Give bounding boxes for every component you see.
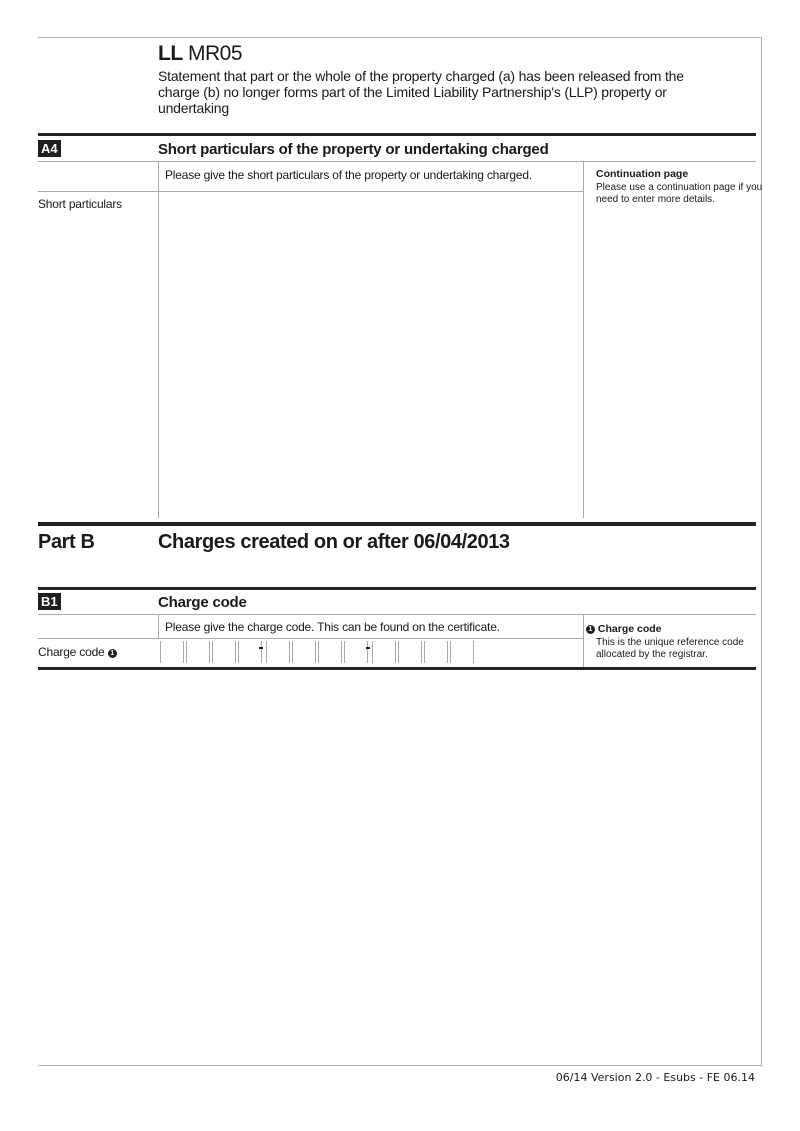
section-a4-title-divider <box>38 161 756 162</box>
section-b1-title: Charge code <box>158 594 247 611</box>
charge-code-box[interactable] <box>292 641 316 663</box>
section-b1-hint: Please give the charge code. This can be found on the certificate. <box>165 620 500 634</box>
charge-code-note-text: This is the unique reference code allocated by the registrar. <box>596 637 744 660</box>
continuation-note-text: Please use a continuation page if you need to enter more details. <box>596 182 763 205</box>
charge-code-box[interactable] <box>318 641 342 663</box>
charge-code-box[interactable] <box>186 641 210 663</box>
info-number-icon: 1 <box>108 649 117 658</box>
b1-hint-box-left <box>158 615 159 639</box>
charge-code-note-title-text: Charge code <box>597 623 662 635</box>
charge-code-box[interactable] <box>212 641 236 663</box>
section-a4-hint: Please give the short particulars of the property or undertaking charged. <box>165 168 532 182</box>
form-prefix: LL <box>158 42 183 65</box>
section-b1-bottom-rule <box>38 667 756 670</box>
charge-code-box[interactable] <box>372 641 396 663</box>
short-particulars-label: Short particulars <box>38 197 122 211</box>
footer-version: 06/14 Version 2.0 - Esubs - FE 06.14 <box>555 1071 755 1084</box>
page-frame-bottom <box>38 1065 762 1066</box>
side-note-divider-b1 <box>583 615 584 667</box>
part-b-label: Part B <box>38 531 95 553</box>
charge-code-box[interactable] <box>424 641 448 663</box>
info-number-icon: 1 <box>586 625 595 634</box>
form-description: Statement that part or the whole of the property charged (a) has been released from the charge (b) no longer forms part of the Limited Liability Partnership's (LLP) property or undertaking <box>158 68 684 116</box>
form-code <box>158 42 242 66</box>
charge-code-box[interactable] <box>344 641 368 663</box>
section-a4-rule <box>38 133 756 136</box>
form-number: MR05 <box>188 42 243 65</box>
charge-code-box[interactable] <box>238 641 262 663</box>
page-frame-top <box>38 37 762 38</box>
section-a4-title: Short particulars of the property or undertaking charged <box>158 141 549 158</box>
section-b1-badge: B1 <box>38 593 61 610</box>
charge-code-dash <box>366 647 370 649</box>
charge-code-box[interactable] <box>160 641 184 663</box>
part-b-title: Charges created on or after 06/04/2013 <box>158 531 510 553</box>
charge-code-dash <box>259 647 263 649</box>
section-b1-title-divider <box>38 614 756 615</box>
continuation-note-title: Continuation page <box>596 168 689 180</box>
short-particulars-field[interactable] <box>158 192 584 518</box>
hint-box-left <box>158 162 159 192</box>
charge-code-box[interactable] <box>266 641 290 663</box>
side-note-divider-a4 <box>583 162 584 518</box>
charge-code-box[interactable] <box>398 641 422 663</box>
charge-code-note-title <box>586 623 662 635</box>
charge-code-box[interactable] <box>450 641 474 663</box>
section-b1-rule <box>38 587 756 590</box>
section-b1-hint-divider <box>38 638 584 639</box>
charge-code-label-text: Charge code <box>38 645 105 659</box>
part-b-rule <box>38 522 756 526</box>
section-a4-badge: A4 <box>38 140 61 157</box>
charge-code-label <box>38 645 117 659</box>
